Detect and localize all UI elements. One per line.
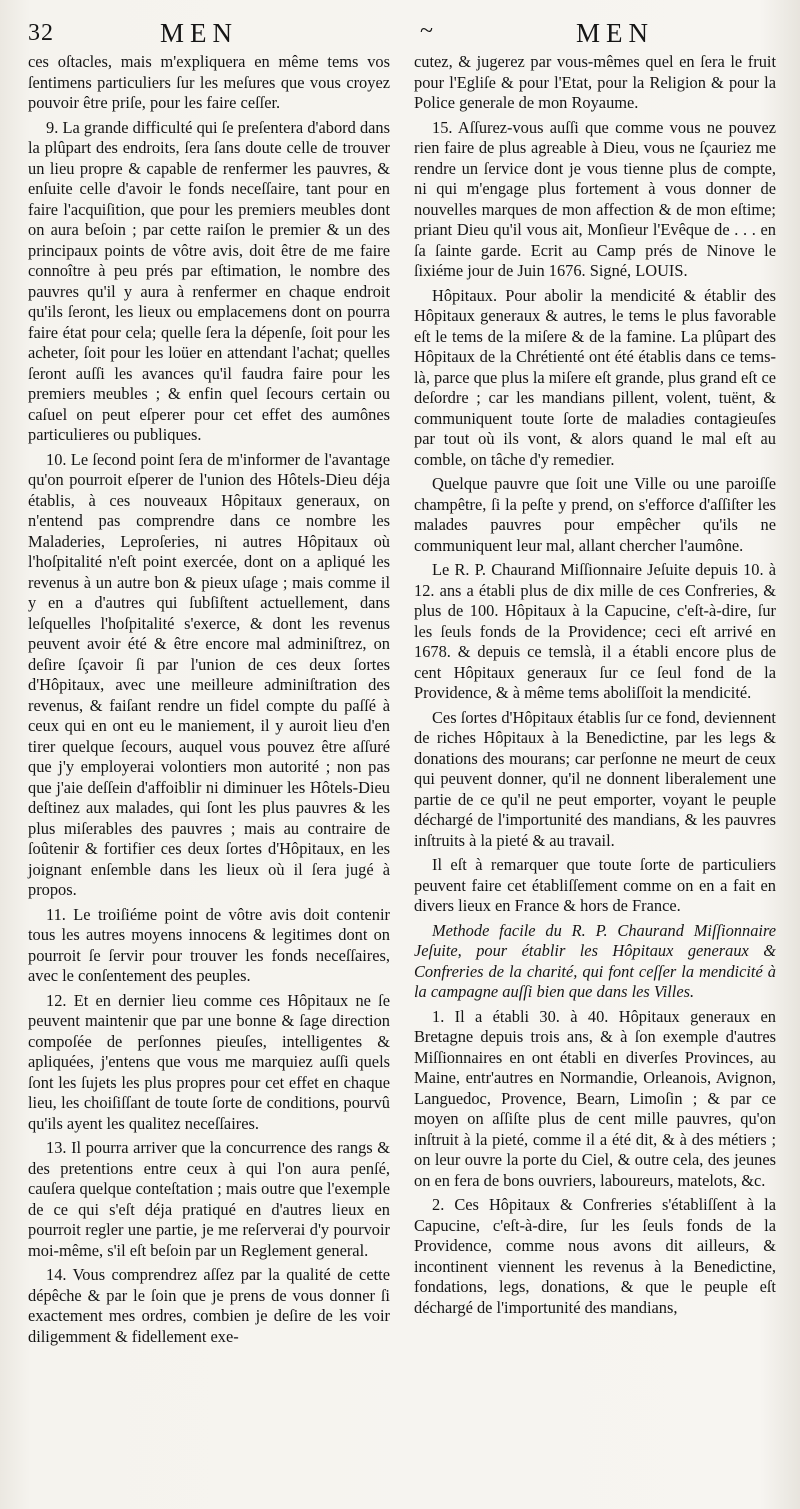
paragraph: Le R. P. Chaurand Miſſionnaire Jeſuite depuis 10. à 12. ans a établi plus de dix mille de ces Confreries, & plus de 100. Hôpitaux à la Capucine, c'eſt-à-dire, ſur les ſeuls fonds de la Providence; ceci eſt arrivé en 1678. & depuis ce temslà, il a établi encore plus de cent Hôpitaux generaux ſur ce ſeul fond de la Providence, & à même tems aboliſſoit la mendicité. xyxy=(414,560,776,702)
paragraph: Ces ſortes d'Hôpitaux établis ſur ce fond, deviennent de riches Hôpitaux à la Benedictine, par les legs & donations des mourans; car perſonne ne meurt de ceux qui peuvent donner, qu'il ne donnent liberalement une partie de ce qu'il ne peut emporter, voyant le peuple déchargé de l'importunité des mandians, & les pauvres inſtruits à la pieté & au travail. xyxy=(414,707,776,850)
paragraph: Quelque pauvre que ſoit une Ville ou une paroiſſe champêtre, ſi la peſte y prend, on s'efforce d'aſſiſter les malades pauvres pour empêcher qu'ils ne communiquent leur mal, allant chercher l'aumône. xyxy=(414,474,776,555)
paragraph: ces oſtacles, mais m'expliquera en même tems vos ſentimens particuliers ſur les meſures que vous croyez pouvoir être priſe, pour les faire ceſſer. xyxy=(28,52,390,112)
paragraph: Il eſt à remarquer que toute ſorte de particuliers peuvent faire cet établiſſement comme on en a fait en divers lieux en France & hors de France. xyxy=(414,855,776,915)
paragraph: 9. La grande difficulté qui ſe preſentera d'abord dans la plûpart des endroits, ſera ſans doute celle de trouver un lieu propre & capable de renfermer les pauvres, & enſuite celle d'avoir le fonds neceſſaire, tant pour en faire l'acquiſition, que pour les premiers meubles dont on aura beſoin ; par cette raiſon le premier & un des principaux points de vôtre avis, doit être de me faire connoître à peu prés par eſtimation, le nombre des pauvres qu'il y aura à renfermer en chaque endroit qu'ils ſeront, les lieux ou emplacemens dont on pourra faire état pour cela; quelle ſera la dépenſe, ſoit pour les acheter, ſoit pour les loüer en attendant l'achat; quelles ſeront auſſi les avances qu'il faudra faire pour les premiers meubles ; & enfin quel ſecours certain ou caſuel on peut eſperer pour cet effet des aumônes particulieres ou publiques. xyxy=(28,117,390,444)
paragraph: 2. Ces Hôpitaux & Confreries s'établiſſent à la Capucine, c'eſt-à-dire, ſur les ſeuls fonds de la Providence, comme nous avons dit ailleurs, & incontinent viennent les revenus à la Benedictine, fondations, legs, donations, & que le peuple eſt déchargé de l'importunité des mandians, xyxy=(414,1195,776,1317)
paragraph: 13. Il pourra arriver que la concurrence des rangs & des pretentions entre ceux à qui l'on aura penſé, cauſera quelque conteſtation ; mais outre que l'exemple de ce qui s'eſt déja pratiqué en d'autres lieux en pourroit regler une partie, je me reſerverai d'y pourvoir moi-même, s'il eſt beſoin par un Reglement general. xyxy=(28,1138,390,1260)
page-header xyxy=(28,16,778,52)
paragraph: 12. Et en dernier lieu comme ces Hôpitaux ne ſe peuvent maintenir que par une bonne & ſage direction compoſée de perſonnes pieuſes, intelligentes & apliquées, j'entens que vous me marquiez auſſi quels ſont les ſujets les plus propres pour cet effet en chaque lieu, les choiſiſſant de toute ſorte de conditions, pourvû qu'ils ayent les qualitez neceſſaires. xyxy=(28,990,390,1133)
paragraph: 11. Le troiſiéme point de vôtre avis doit contenir tous les autres moyens innocens & legitimes dont on pourroit ſe ſervir pour trouver les fonds neceſſaires, avec le conſentement des peuples. xyxy=(28,904,390,985)
running-head-right: MEN xyxy=(576,18,654,48)
paragraph: cutez, & jugerez par vous-mêmes quel en ſera le fruit pour l'Egliſe & pour l'Etat, pour la Religion & pour la Police generale de mon Royaume. xyxy=(414,52,776,112)
ornament-mark: ~ xyxy=(420,18,433,44)
paragraph: 10. Le ſecond point ſera de m'informer de l'avantage qu'on pourroit eſperer de l'union des Hôtels-Dieu déja établis, à ces nouveaux Hôpitaux generaux, on n'entend pas comprendre dans ce nombre les Maladeries, Leproſeries, ni autres Hôpitaux où l'hoſpitalité n'eſt point exercée, dont on a apliqué les revenus à un autre bon & pieux uſage ; mais comme il y en a d'autres qui ſubſiſtent actuellement, dans leſquelles l'hoſpitalité s'exerce, & dont les revenus peuvent avoir été & être encore mal adminiſtrez, on deſire ſçavoir ſi par l'union de ces deux ſortes d'Hôpitaux, avec une meilleure adminiſtration des revenus, & faiſant rendre un fidel compte du paſſé à ceux qui en ont eu le maniement, il y auroit lieu d'en tirer quelque ſecours, auquel vous pouvez être aſſuré que j'y employerai volontiers mon autorité ; non pas que j'aie deſſein d'affoiblir ni diminuer les Hôtels-Dieu deſtinez aux malades, qui ſont les plus pauvres & les plus miſerables des pauvres ; mais au contraire de ſoûtenir & fortifier ces deux ſortes d'Hôpitaux, en les joignant enſemble dans les lieux où il ſera jugé à propos. xyxy=(28,449,390,899)
paragraph: Hôpitaux. Pour abolir la mendicité & établir des Hôpitaux generaux & autres, le tems le plus favorable eſt le tems de la miſere & de la famine. La plûpart des Hôpitaux de la Chrétienté ont été établis dans ce tems-là, parce que plus la miſere eſt grande, plus grand eſt ce deſordre ; car les mandians pillent, volent, tuënt, & communiquent toute ſorte de maladies contagieuſes par tout où ils vont, & alors quand le mal eſt au comble, on tâche d'y remedier. xyxy=(414,285,776,469)
paragraph: 1. Il a établi 30. à 40. Hôpitaux generaux en Bretagne depuis trois ans, & à ſon exemple d'autres Miſſionnaires en ont établi en diverſes Provinces, au Maine, entr'autres en Normandie, Orleanois, Avignon, Languedoc, Provence, Bearn, Limoſin ; & par ce moyen on aſſiſte plus de cent mille pauvres, qu'on inſtruit à la pieté, comme il a été dit, & à des métiers ; on leur ouvre la porte du Ciel, & outre cela, des jeunes on en fera de bons ouvriers, laboureurs, matelots, &c. xyxy=(414,1006,776,1190)
section-heading-italic: Methode facile du R. P. Chaurand Miſſionnaire Jeſuite, pour établir les Hôpitaux generaux & Confreries de la charité, qui font ceſſer la mendicité à la campagne auſſi bien que dans les Villes. xyxy=(414,920,776,1001)
page-number: 32 xyxy=(28,20,54,46)
paragraph: 15. Aſſurez-vous auſſi que comme vous ne pouvez rien faire de plus agreable à Dieu, vous ne ſçauriez me rendre un ſervice dont je vous tienne plus de compte, ni qui m'engage plus fortement à vous donner de nouvelles marques de mon affection & de mon eſtime; priant Dieu qu'il vous ait, Monſieur l'Evêque de . . . en ſa ſainte garde. Ecrit au Camp prés de Ninove le ſixiéme jour de Juin 1676. Signé, LOUIS. xyxy=(414,117,776,280)
left-column xyxy=(28,52,390,1351)
running-head-left: MEN xyxy=(160,18,238,48)
right-column xyxy=(414,52,776,1351)
paragraph: 14. Vous comprendrez aſſez par la qualité de cette dépêche & par le ſoin que je prens de vous donner ſi exactement mes ordres, combien je deſire de les voir diligemment & fidellement exe- xyxy=(28,1265,390,1346)
